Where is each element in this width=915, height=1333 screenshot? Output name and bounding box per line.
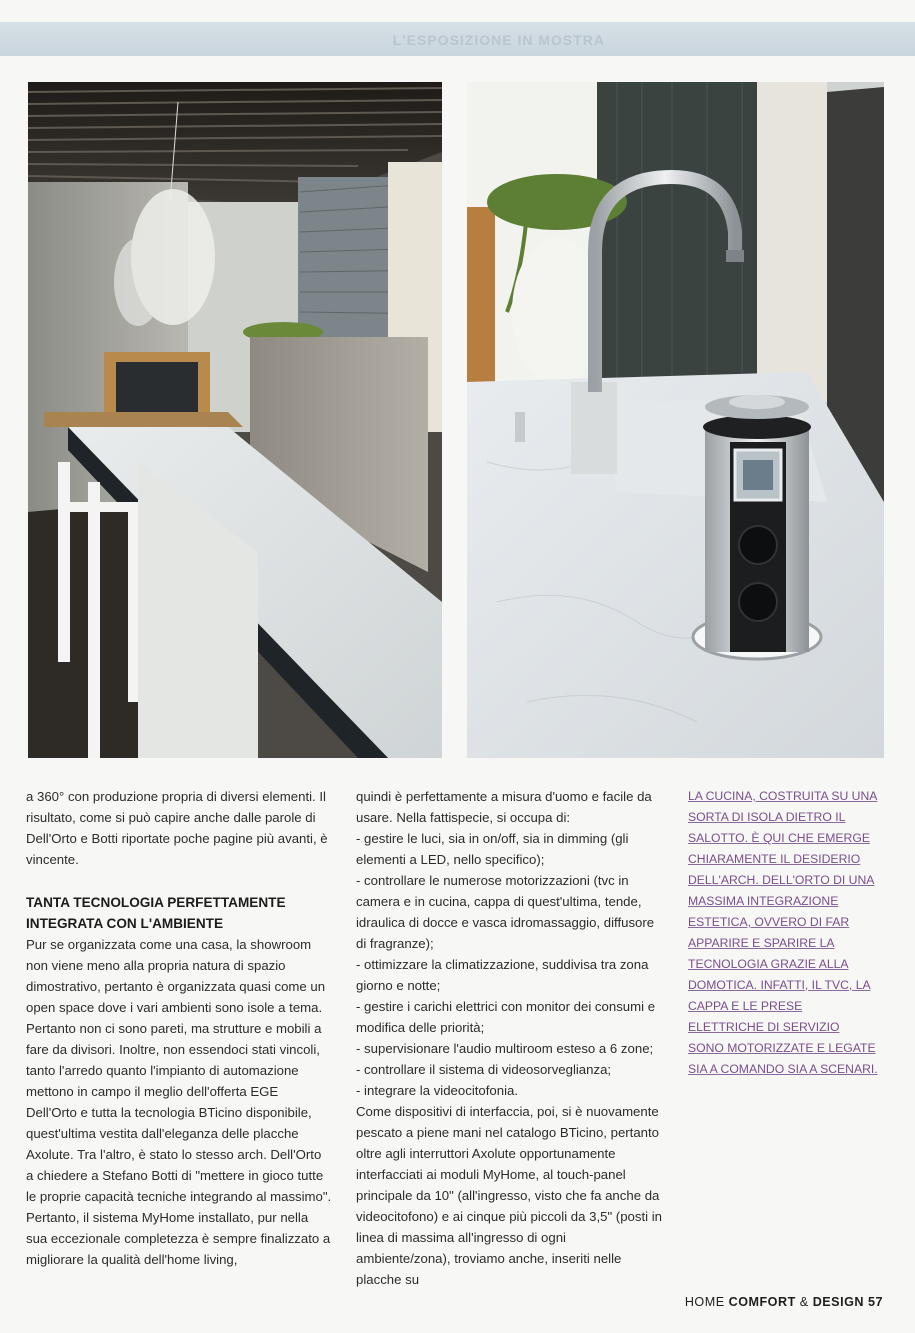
footer-design: DESIGN xyxy=(812,1295,864,1309)
column2-body: Come dispositivi di interfaccia, poi, si è nuovamente pescato a piene mani nel catalogo BTicino, pertanto oltre agli interruttori Axolute opportunamente interfacciati ai moduli MyHome, al touch-panel principale da 10" (all'ingresso, visto che fa anche da videocitofono) e ai cinque più piccoli da 3,5" (posti in linea di massima all'ingresso di ogni ambiente/zona), troviamo anche, inseriti nelle placche su xyxy=(356,1104,662,1287)
list-item: - gestire le luci, sia in on/off, sia in dimming (gli elementi a LED, nello specifico); xyxy=(356,831,629,867)
photo-caption xyxy=(688,786,878,1080)
column1-intro: a 360° con produzione propria di diversi elementi. Il risultato, come si può capire anche dalle parole di Dell'Orto e Botti riportate poche pagine più avanti, è vincente. xyxy=(26,789,328,867)
footer-amp: & xyxy=(795,1295,813,1309)
photo-living-island xyxy=(28,82,442,758)
living-island-illustration xyxy=(28,82,442,758)
column1-body: Pur se organizzata come una casa, la showroom non viene meno alla propria natura di spazio dimostrativo, pertanto è organizzata quasi come un open space dove i vari ambienti sono isole a tema. Pertanto non ci sono pareti, ma strutture e mobili a fare da divisori. Inoltre, non essendoci stati vincoli, tanto l'arredo quanto l'impianto di automazione mettono in campo il meglio dell'offerta EGE Dell'Orto e tutta la tecnologia BTicino disponibile, quest'ultima vestita dall'eleganza delle placche Axolute. Tra l'altro, è stato lo stesso arch. Dell'Orto a chiedere a Stefano Botti di "mettere in gioco tutte le proprie capacità tecniche integrando al massimo". Pertanto, il sistema MyHome installato, pur nella sua eccezionale completezza è sempre finalizzato a migliorare la qualità dell'home living, xyxy=(26,937,332,1267)
photo-popup-socket xyxy=(467,82,884,758)
column2-intro: quindi è perfettamente a misura d'uomo e facile da usare. Nella fattispecie, si occupa di: xyxy=(356,789,652,825)
text-column-2 xyxy=(356,786,662,1290)
footer-home: HOME xyxy=(684,1295,729,1309)
list-item: - controllare le numerose motorizzazioni (tvc in camera e in cucina, cappa di quest'ultima, tende, idraulica di docce e vasca idromassaggio, diffusore di fragranze); xyxy=(356,873,655,951)
list-item: - gestire i carichi elettrici con monitor dei consumi e modifica delle priorità; xyxy=(356,999,656,1035)
footer-comfort: COMFORT xyxy=(728,1295,796,1309)
list-item: - supervisionare l'audio multiroom esteso a 6 zone; xyxy=(356,1041,654,1056)
page-footer xyxy=(685,1295,883,1309)
section-label: L'ESPOSIZIONE IN MOSTRA xyxy=(392,32,605,48)
section-header-band xyxy=(0,22,915,56)
section-heading: TANTA TECNOLOGIA PERFETTAMENTE INTEGRATA CON L'AMBIENTE xyxy=(26,895,286,931)
popup-socket-illustration xyxy=(467,82,884,758)
list-item: - controllare il sistema di videosorveglianza; xyxy=(356,1062,612,1077)
caption-text: LA CUCINA, COSTRUITA SU UNA SORTA DI ISOLA DIETRO IL SALOTTO. È QUI CHE EMERGE CHIARAMENTE IL DESIDERIO DELL'ARCH. DELL'ORTO DI UNA MASSIMA INTEGRAZIONE ESTETICA, OVVERO DI FAR APPARIRE E SPARIRE LA TECNOLOGIA GRAZIE ALLA DOMOTICA. INFATTI, IL TVC, LA CAPPA E LE PRESE ELETTRICHE DI SERVIZIO SONO MOTORIZZATE E LEGATE SIA A COMANDO SIA A SCENARI. xyxy=(688,789,878,1076)
list-item: - integrare la videocitofonia. xyxy=(356,1083,519,1098)
text-column-1 xyxy=(26,786,332,1270)
list-item: - ottimizzare la climatizzazione, suddivisa tra zona giorno e notte; xyxy=(356,957,649,993)
page-number: 57 xyxy=(863,1295,883,1309)
